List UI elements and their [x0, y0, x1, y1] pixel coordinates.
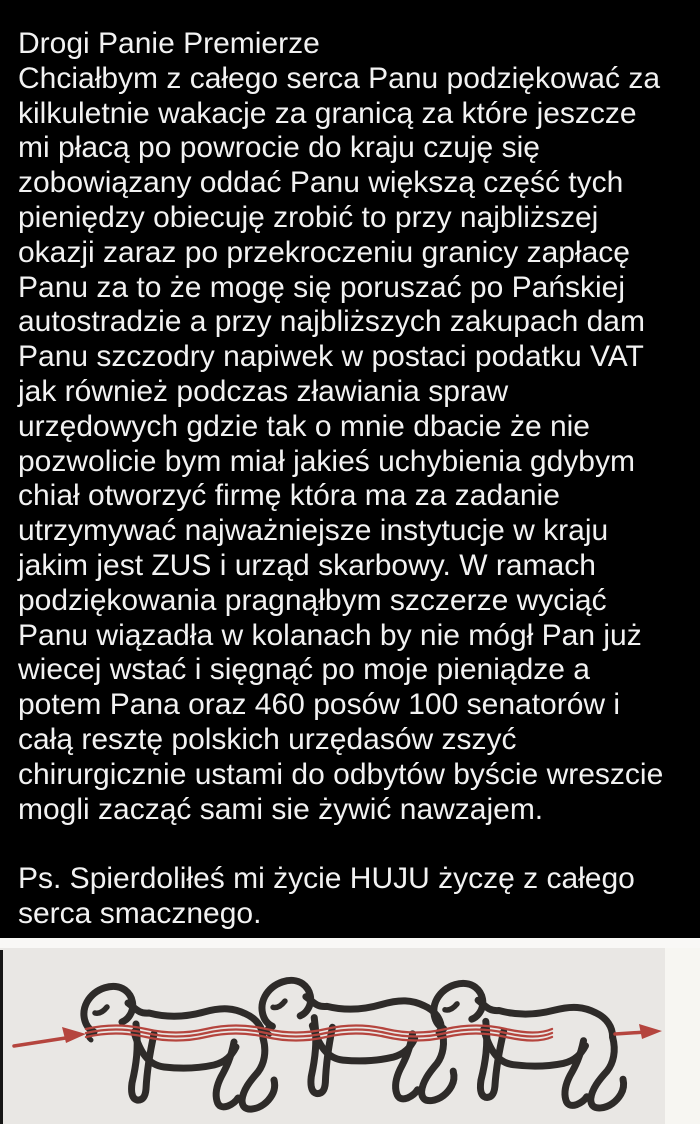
letter-line: jakim jest ZUS i urząd skarbowy. W ramach: [18, 548, 596, 582]
letter-line: Panu szczodry napiwek w postaci podatku VAT: [18, 340, 644, 374]
letter-line: potem Pana oraz 460 posów 100 senatorów i: [18, 688, 621, 722]
letter-line: wiecej wstać i sięgnąć po moje pieniądze a: [18, 653, 590, 687]
letter-line: Panu za to że mogę się poruszać po Pańskiej: [18, 270, 626, 304]
letter-line: Chciałbym z całego serca Panu podziękować za: [18, 61, 660, 95]
letter-line: Ps. Spierdoliłeś mi życie HUJU życzę z całego: [18, 862, 635, 896]
letter-line: pozwolicie bym miał jakieś uchybienia gdybym: [18, 444, 635, 478]
centipede-drawing: [0, 938, 700, 1124]
letter-line: chirurgicznie ustami do odbytów byście wreszcie: [18, 757, 664, 791]
scan-white-right: [665, 948, 700, 1124]
letter-line: serca smacznego.: [18, 896, 262, 930]
letter-line: zobowiązany oddać Panu większą część tych: [18, 166, 624, 200]
letter-line: autostradzie a przy najbliższych zakupach dam: [18, 305, 645, 339]
letter-line: pieniędzy obiecuję zrobić to przy najbliższej: [18, 200, 599, 234]
letter-line: całą resztę polskich urzędasów zszyć: [18, 722, 517, 756]
centipede-drawing-svg: [0, 938, 700, 1124]
letter-line: Panu wiązadła w kolanach by nie mógł Pan już: [18, 618, 642, 652]
scan-white-strip: [0, 938, 700, 949]
scan-dark-left: [0, 950, 3, 1124]
letter-line: jak również podczas zławiania spraw: [18, 374, 509, 408]
letter-line: Drogi Panie Premierze: [18, 27, 320, 60]
letter-line: mi płacą po powrocie do kraju czuję się: [18, 131, 540, 165]
paper-background: [0, 948, 700, 1124]
letter-line: kilkuletnie wakacje za granicą za które jeszcze: [18, 96, 637, 130]
letter-line: urzędowych gdzie tak o mnie dbacie że nie: [18, 409, 590, 443]
letter-text: [18, 27, 696, 932]
letter-line-blank: [18, 827, 696, 862]
letter-line: utrzymywać najważniejsze instytucje w kraju: [18, 514, 609, 548]
letter-line: mogli zacząć sami sie żywić nawzajem.: [18, 792, 544, 826]
letter-line: chiał otworzyć firmę która ma za zadanie: [18, 479, 560, 513]
letter-line: podziękowania pragnąłbym szczerze wyciąć: [18, 583, 607, 617]
letter-line: okazji zaraz po przekroczeniu granicy zapłacę: [18, 235, 630, 269]
